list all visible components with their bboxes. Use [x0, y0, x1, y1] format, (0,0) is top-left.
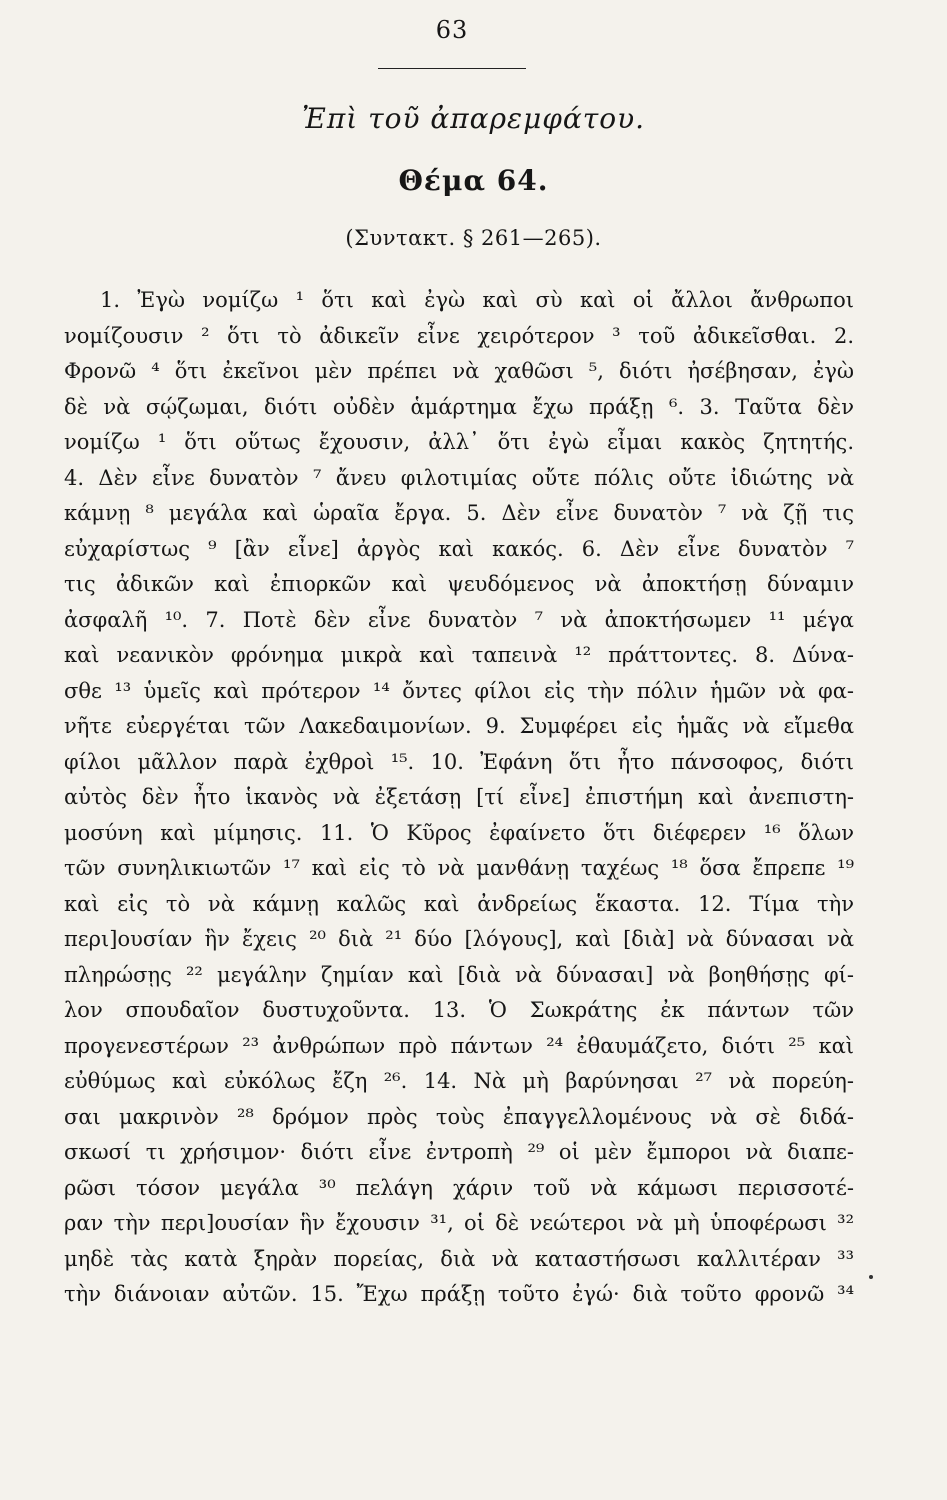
text-line: πληρώσῃς ²² μεγάλην ζημίαν καὶ [διὰ νὰ δύνασαι] νὰ βοηθήσῃς φί- [64, 962, 854, 987]
text-line: ρῶσι τόσον μεγάλα ³⁰ πελάγη χάριν τοῦ νὰ κάμωσι περισσοτέ- [64, 1175, 854, 1200]
theme-title: Θέμα 64. [398, 164, 549, 197]
text-line: εὐθύμως καὶ εὐκόλως ἔζη ²⁶. 14. Νὰ μὴ βαρύνησαι ²⁷ νὰ πορεύη- [64, 1069, 854, 1093]
text-line: προγενεστέρων ²³ ἀνθρώπων πρὸ πάντων ²⁴ ἐθαυμάζετο, διότι ²⁵ καὶ [64, 1033, 854, 1058]
text-line: τῶν συνηλικιωτῶν ¹⁷ καὶ εἰς τὸ νὰ μανθάνῃ ταχέως ¹⁸ ὅσα ἔπρεπε ¹⁹ [64, 856, 854, 880]
text-line: φίλοι μᾶλλον παρὰ ἐχθροὶ ¹⁵. 10. Ἐφάνη ὅτι ἦτο πάνσοφος, διότι [64, 749, 854, 774]
text-line: καὶ νεανικὸν φρόνημα μικρὰ καὶ ταπεινὰ ¹² πράττοντες. 8. Δύνα- [64, 643, 854, 667]
text-line [64, 1419, 854, 1455]
page-number: 63 [435, 16, 469, 44]
text-line: δὲ νὰ σῴζωμαι, διότι οὐδὲν ἁμάρτημα ἔχω πράξῃ ⁶. 3. Ταῦτα δὲν [64, 394, 854, 419]
text-line: 1. Ἐγὼ νομίζω ¹ ὅτι καὶ ἐγὼ καὶ σὺ καὶ οἱ ἄλλοι ἄνθρωποι [100, 288, 854, 312]
text-line: μοσύνη καὶ μίμησις. 11. Ὁ Κῦρος ἐφαίνετο ὅτι διέφερεν ¹⁶ ὅλων [64, 820, 854, 845]
text-line: περι]ουσίαν ἣν ἔχεις ²⁰ διὰ ²¹ δύο [λόγους], καὶ [διὰ] νὰ δύνασαι νὰ [64, 927, 854, 951]
text-line: νῆτε εὐεργέται τῶν Λακεδαιμονίων. 9. Συμφέρει εἰς ἡμᾶς νὰ εἴμεθα [64, 714, 854, 738]
text-line: τὴν διάνοιαν αὐτῶν. 15. Ἔχω πράξῃ τοῦτο ἐγώ· διὰ τοῦτο φρονῶ ³⁴ [64, 1282, 854, 1306]
text-line: σαι μακρινὸν ²⁸ δρόμον πρὸς τοὺς ἐπαγγελλομένους νὰ σὲ διδά- [64, 1104, 854, 1129]
text-line: σκωσί τι χρήσιμον· διότι εἶνε ἐντροπὴ ²⁹ οἱ μὲν ἔμποροι νὰ διαπε- [64, 1140, 854, 1164]
text-line: Φρονῶ ⁴ ὅτι ἐκεῖνοι μὲν πρέπει νὰ χαθῶσι ⁵, διότι ἠσέβησαν, ἐγὼ [64, 359, 854, 383]
text-line [64, 1313, 854, 1349]
header-rule [378, 68, 526, 69]
text-line [64, 1348, 854, 1384]
text-line [64, 1384, 854, 1420]
exercise-text [64, 283, 854, 1455]
text-line: μηδὲ τὰς κατὰ ξηρὰν πορείας, διὰ νὰ καταστήσωσι καλλιτέραν ³³ [64, 1246, 854, 1271]
margin-dot [869, 1275, 873, 1279]
section-title: Ἐπὶ τοῦ ἀπαρεμφάτου. [301, 102, 646, 135]
text-line: νομίζω ¹ ὅτι οὕτως ἔχουσιν, ἀλλ᾽ ὅτι ἐγὼ εἶμαι κακὸς ζητητής. [64, 430, 854, 454]
text-line: σθε ¹³ ὑμεῖς καὶ πρότερον ¹⁴ ὄντες φίλοι εἰς τὴν πόλιν ἡμῶν νὰ φα- [64, 678, 854, 703]
text-line: αὐτὸς δὲν ἦτο ἱκανὸς νὰ ἐξετάσῃ [τί εἶνε] ἐπιστήμη καὶ ἀνεπιστη- [64, 785, 854, 809]
text-line: 4. Δὲν εἶνε δυνατὸν ⁷ ἄνευ φιλοτιμίας οὔτε πόλις οὔτε ἰδιώτης νὰ [64, 465, 854, 490]
text-line: νομίζουσιν ² ὅτι τὸ ἀδικεῖν εἶνε χειρότερον ³ τοῦ ἀδικεῖσθαι. 2. [64, 323, 854, 348]
text-line: καὶ εἰς τὸ νὰ κάμνῃ καλῶς καὶ ἀνδρείως ἕκαστα. 12. Τίμα τὴν [64, 891, 854, 916]
text-line: τις ἀδικῶν καὶ ἐπιορκῶν καὶ ψευδόμενος νὰ ἀποκτήσῃ δύναμιν [64, 572, 854, 596]
text-line: ἀσφαλῆ ¹⁰. 7. Ποτὲ δὲν εἶνε δυνατὸν ⁷ νὰ ἀποκτήσωμεν ¹¹ μέγα [64, 607, 854, 632]
syntax-reference: (Συντακτ. § 261—265). [345, 226, 602, 250]
text-line: ραν τὴν περι]ουσίαν ἣν ἔχουσιν ³¹, οἱ δὲ νεώτεροι νὰ μὴ ὑποφέρωσι ³² [64, 1211, 854, 1235]
text-line: λον σπουδαῖον δυστυχοῦντα. 13. Ὁ Σωκράτης ἐκ πάντων τῶν [64, 998, 854, 1022]
text-line: κάμνῃ ⁸ μεγάλα καὶ ὡραῖα ἔργα. 5. Δὲν εἶνε δυνατὸν ⁷ νὰ ζῇ τις [64, 501, 854, 525]
text-line: εὐχαρίστως ⁹ [ἂν εἶνε] ἀργὸς καὶ κακός. 6. Δὲν εἶνε δυνατὸν ⁷ [64, 536, 854, 561]
